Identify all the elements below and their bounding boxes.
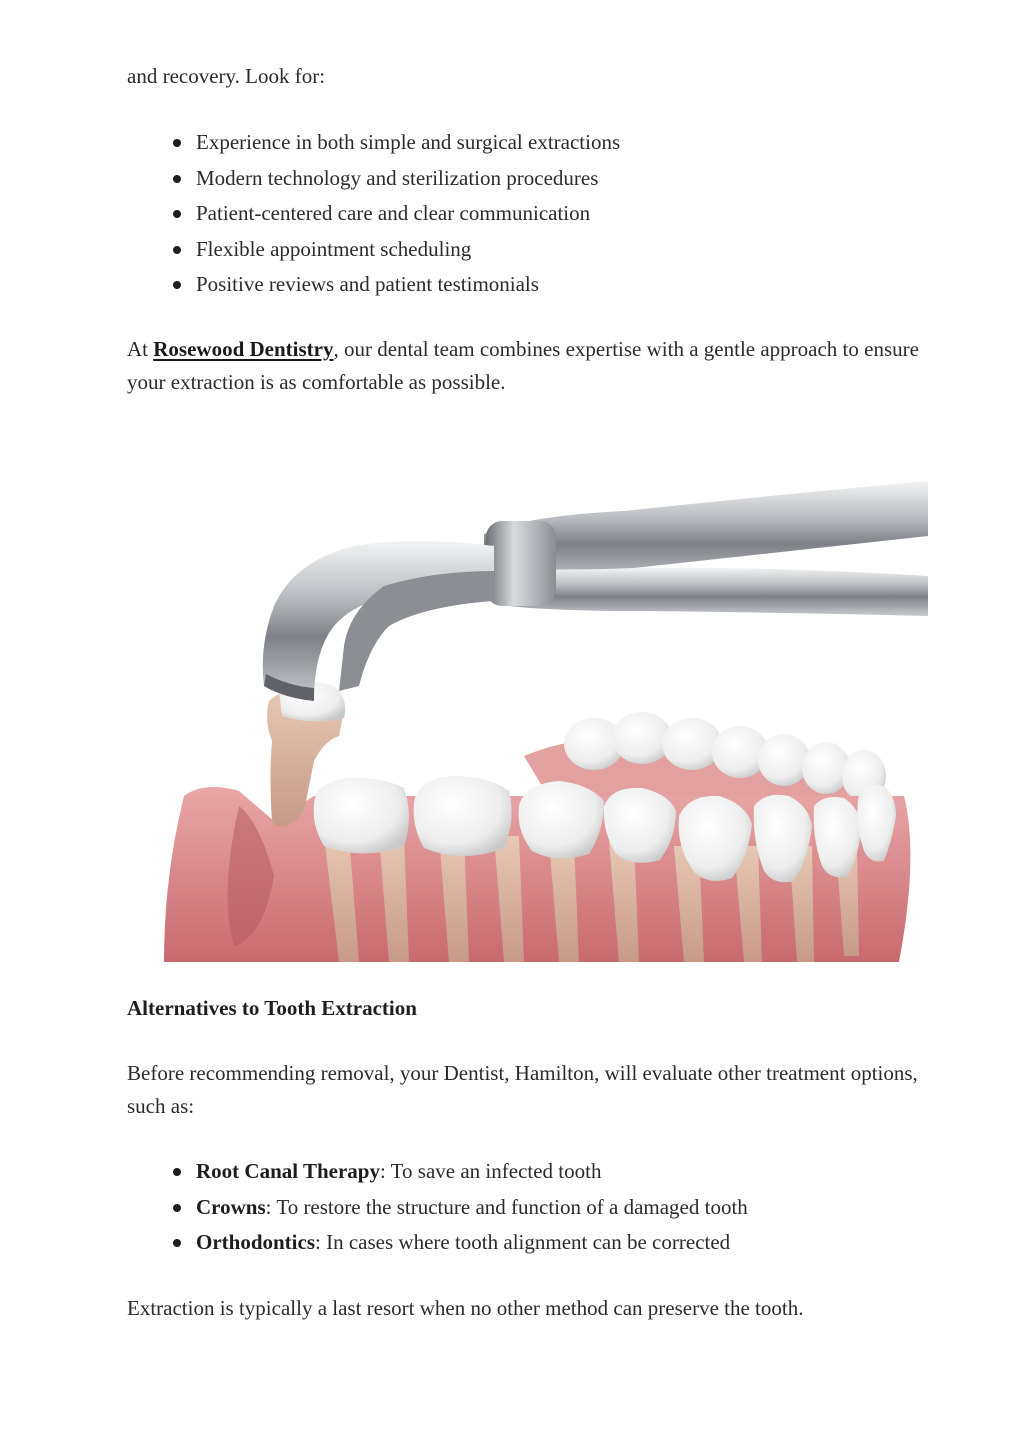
bullet-icon <box>173 1204 181 1212</box>
alternatives-heading: Alternatives to Tooth Extraction <box>127 996 417 1020</box>
list-item-term: Crowns <box>196 1194 266 1219</box>
list-item: Patient-centered care and clear communication <box>173 196 620 232</box>
clinic-paragraph: At Rosewood Dentistry, our dental team combines expertise with a gentle approach to ensure your extraction is as comfortable as possible. <box>127 337 919 394</box>
list-item: Modern technology and sterilization procedures <box>173 161 620 197</box>
bullet-icon <box>173 1239 181 1247</box>
intro-text: and recovery. Look for: <box>127 64 326 88</box>
tooth-extraction-illustration <box>164 476 928 962</box>
bullet-icon <box>173 281 181 289</box>
alternatives-intro: Before recommending removal, your Dentist, Hamilton, will evaluate other treatment options, such as: <box>127 1061 918 1118</box>
forceps <box>263 481 928 701</box>
bullet-icon <box>173 175 181 183</box>
list-item: Orthodontics: In cases where tooth alignment can be corrected <box>173 1225 748 1261</box>
list-item: Root Canal Therapy: To save an infected tooth <box>173 1154 748 1190</box>
list-item: Experience in both simple and surgical extractions <box>173 125 620 161</box>
bullet-icon <box>173 139 181 147</box>
bullet-icon <box>173 1168 181 1176</box>
list-item-term: Orthodontics <box>196 1230 316 1254</box>
list-item: Crowns: To restore the structure and function of a damaged tooth <box>173 1190 748 1226</box>
list-item-term: Root Canal Therapy <box>196 1159 380 1183</box>
closing-paragraph: Extraction is typically a last resort when no other method can preserve the tooth. <box>127 1296 804 1320</box>
rosewood-dentistry-link[interactable]: Rosewood Dentistry <box>153 337 334 361</box>
look-for-list <box>173 125 620 303</box>
bullet-icon <box>173 246 181 254</box>
alternatives-list <box>173 1154 748 1261</box>
bullet-icon <box>173 210 181 218</box>
list-item: Flexible appointment scheduling <box>173 232 620 268</box>
list-item: Positive reviews and patient testimonials <box>173 267 620 303</box>
